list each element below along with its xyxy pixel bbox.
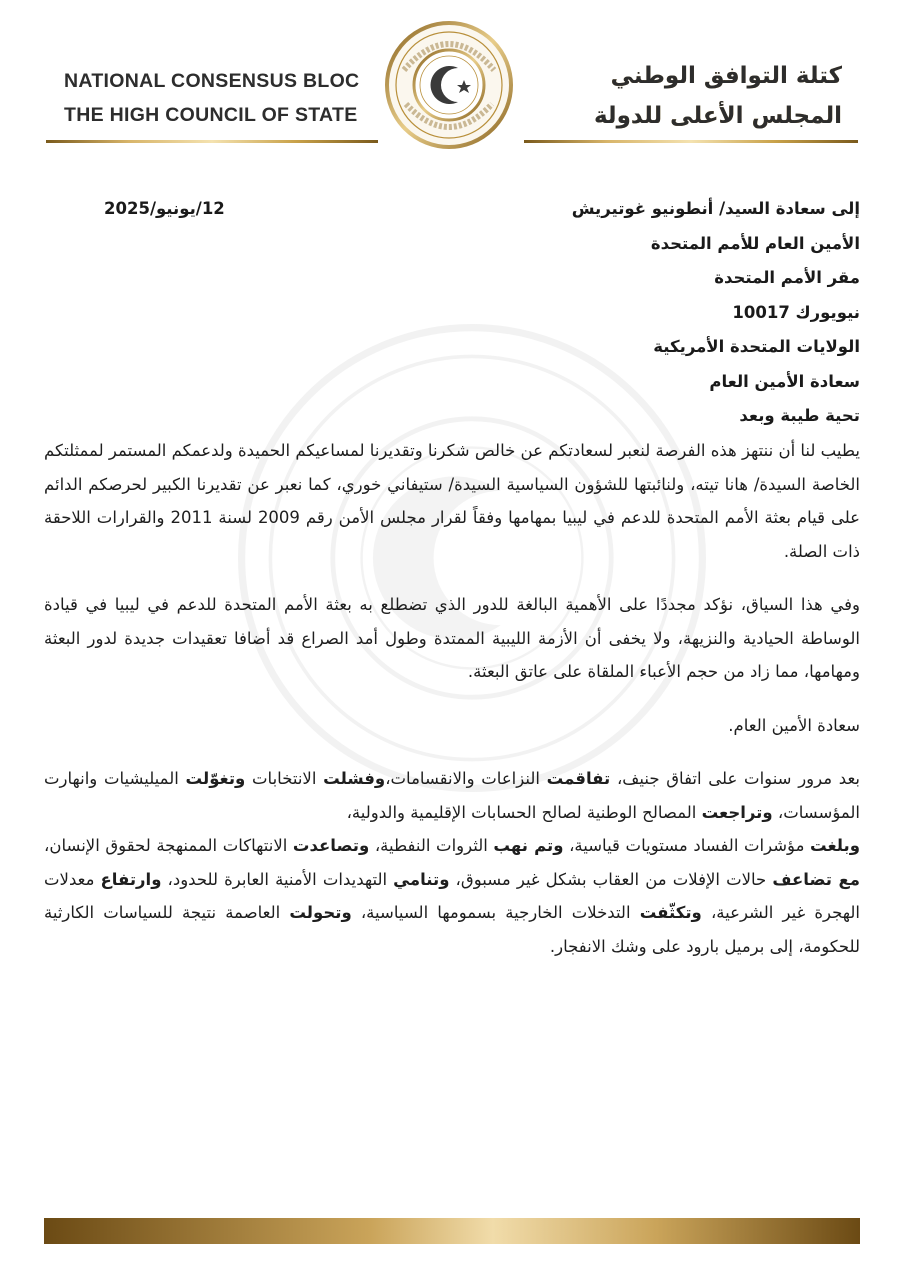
emphasis: وتم نهب bbox=[493, 836, 564, 855]
recipient-country: الولايات المتحدة الأمريكية bbox=[653, 337, 860, 356]
paragraph-context: وفي هذا السياق، نؤكد مجددًا على الأهمية البالغة للدور الذي تضطلع به بعثة الأمم المتحدة للدعم في ليبيا في قيادة الوساطة الحيادية والنزيهة، ولا يخفى أن الأزمة الليبية الممتدة وطول أمد الصراع قد أضافا تعقيدات جديدة لدور البعثة ومهامها، مما زاد من حجم الأعباء الملقاة على عاتق البعثة. bbox=[44, 595, 860, 681]
emphasis: وتراجعت bbox=[701, 802, 773, 822]
recipient-title: الأمين العام للأمم المتحدة bbox=[650, 233, 860, 253]
recipient-line: إلى سعادة السيد/ أنطونيو غوتيريش bbox=[571, 199, 860, 218]
letter-body bbox=[44, 434, 860, 963]
text-span: العاصمة نتيجة للسياسات الكارثية للحكومة، إلى برميل بارود على وشك الانفجار. bbox=[44, 903, 860, 956]
emphasis: وبلغت bbox=[810, 836, 860, 855]
text-span: الميليشيات وانهارت المؤسسات، bbox=[44, 769, 860, 822]
emphasis: مع تضاعف bbox=[772, 869, 860, 889]
emphasis: وتنامي bbox=[393, 869, 450, 889]
text-span: الثروات النفطية، bbox=[369, 836, 494, 855]
bloc-name-ar: كتلة التوافق الوطني bbox=[610, 63, 842, 89]
seal-emblem-icon bbox=[384, 20, 514, 150]
emphasis: وتكثّفت bbox=[639, 903, 702, 922]
header-divider-right bbox=[524, 140, 858, 143]
greeting: تحية طيبة وبعد bbox=[739, 406, 860, 425]
text-span: التدخلات الخارجية بسمومها السياسية، bbox=[351, 903, 640, 922]
header-divider-left bbox=[46, 140, 378, 143]
paragraph-thanks: يطيب لنا أن ننتهز هذه الفرصة لنعبر لسعادتكم عن خالص شكرنا وتقديرنا لمساعيكم الحميدة ولدعمكم المستمر لممثلتكم الخاصة السيدة/ هانا تيته، ولنائبتها للشؤون السياسية السيدة/ ستيفاني خوري، كما نعبر عن تقديرنا الكبير لحرصكم الدائم على قيام بعثة الأمم المتحدة للدعم في ليبيا بمهامها وفقاً لقرار مجلس الأمن رقم 2009 لسنة 2011 والقرارات اللاحقة ذات الصلة. bbox=[44, 441, 861, 561]
council-name-ar: المجلس الأعلى للدولة bbox=[593, 103, 842, 129]
emphasis: وفشلت bbox=[323, 769, 386, 788]
paragraph-deterioration bbox=[44, 829, 860, 963]
letter-date: 12/يونيو/2025 bbox=[104, 199, 225, 218]
emphasis: تفاقمت bbox=[546, 769, 611, 788]
emphasis: وتحولت bbox=[289, 903, 352, 922]
emphasis: وتغوّلت bbox=[185, 769, 246, 788]
emphasis: وتصاعدت bbox=[292, 836, 370, 855]
salutation: سعادة الأمين العام bbox=[709, 371, 860, 391]
recipient-city: نيويورك 10017 bbox=[732, 302, 860, 322]
header-english bbox=[64, 64, 359, 132]
text-span: النزاعات والانقسامات، bbox=[385, 769, 547, 788]
paragraph-salutation: سعادة الأمين العام. bbox=[728, 715, 860, 735]
address-block bbox=[572, 192, 860, 434]
council-name-en: THE HIGH COUNCIL OF STATE bbox=[64, 104, 358, 126]
text-span: حالات الإفلات من العقاب بشكل غير مسبوق، bbox=[449, 869, 773, 889]
text-span: الانتهاكات الممنهجة لحقوق الإنسان، bbox=[44, 836, 293, 855]
header-arabic bbox=[594, 56, 842, 136]
footer-gold-bar bbox=[44, 1218, 860, 1244]
text-span: بعد مرور سنوات على اتفاق جنيف، bbox=[610, 769, 861, 788]
text-span: المصالح الوطنية لصالح الحسابات الإقليمية والدولية، bbox=[346, 802, 702, 822]
text-span: التهديدات الأمنية العابرة للحدود، bbox=[161, 869, 394, 889]
emphasis: وارتفاع bbox=[100, 869, 162, 889]
recipient-org: مقر الأمم المتحدة bbox=[714, 268, 860, 287]
bloc-name-en: NATIONAL CONSENSUS BLOC bbox=[64, 70, 360, 92]
text-span: الانتخابات bbox=[245, 769, 324, 788]
text-span: مؤشرات الفساد مستويات قياسية، bbox=[563, 836, 811, 855]
text-span: معدلات الهجرة غير الشرعية، bbox=[44, 869, 860, 922]
paragraph-situation bbox=[44, 762, 860, 829]
